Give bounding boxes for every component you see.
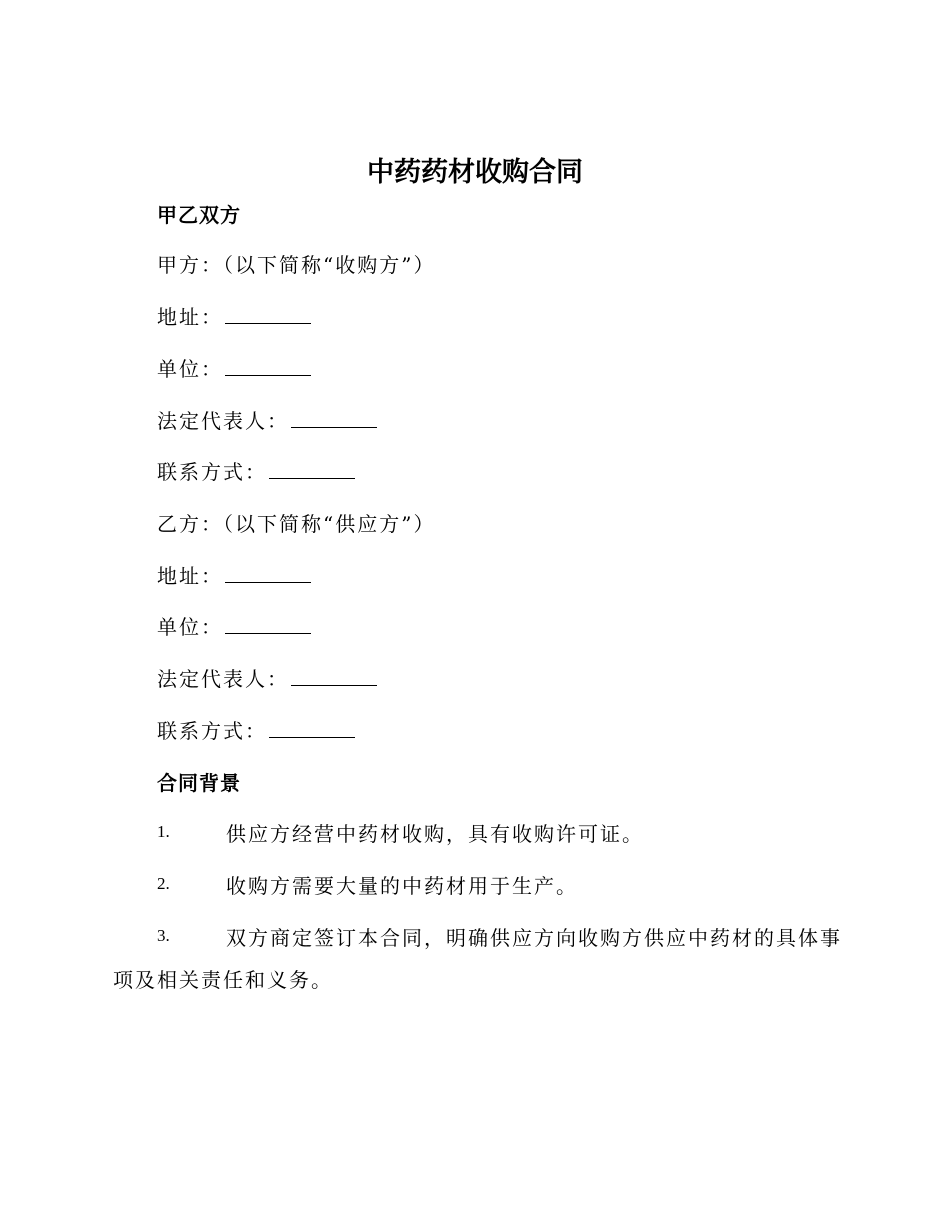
list-item-number: 1. (157, 822, 170, 841)
party-b-contact-label: 联系方式： (157, 719, 267, 743)
party-b-address-blank (225, 564, 311, 583)
party-a-unit-blank (225, 357, 311, 376)
list-item-text: 双方商定签订本合同，明确供应方向收购方供应中药材的具体事 (226, 926, 842, 950)
list-item-continuation: 项及相关责任和义务。 (113, 968, 333, 992)
list-item-text: 收购方需要大量的中药材用于生产。 (226, 874, 578, 898)
party-b-contact-blank (269, 719, 355, 738)
party-a-contact (157, 456, 355, 485)
party-a-contact-blank (269, 460, 355, 479)
party-a-label: 甲方：（以下简称“收购方”） (157, 253, 436, 277)
party-a-unit (157, 353, 311, 382)
party-b-address-label: 地址： (157, 564, 223, 588)
party-a-address-blank (225, 305, 311, 324)
list-item-number: 3. (157, 926, 170, 945)
party-a-representative (157, 405, 377, 434)
document-title: 中药药材收购合同 (367, 157, 583, 188)
party-a-address (157, 301, 311, 330)
party-b-rep-label: 法定代表人： (157, 667, 289, 691)
party-a-contact-label: 联系方式： (157, 460, 267, 484)
party-b-contact (157, 715, 355, 744)
party-a-rep-label: 法定代表人： (157, 409, 289, 433)
party-a-rep-blank (291, 409, 377, 428)
section-heading-background: 合同背景 (157, 771, 241, 795)
section-heading-parties: 甲乙双方 (157, 203, 241, 227)
party-b-address (157, 560, 311, 589)
party-b-unit-label: 单位： (157, 615, 223, 639)
party-a-unit-label: 单位： (157, 357, 223, 381)
party-a-address-label: 地址： (157, 305, 223, 329)
list-item-number: 2. (157, 874, 170, 893)
party-b-label: 乙方：（以下简称“供应方”） (157, 512, 436, 536)
list-item-text: 供应方经营中药材收购，具有收购许可证。 (226, 822, 644, 846)
party-b-unit-blank (225, 615, 311, 634)
party-b-rep-blank (291, 667, 377, 686)
party-b-representative (157, 663, 377, 692)
party-b-unit (157, 611, 311, 640)
